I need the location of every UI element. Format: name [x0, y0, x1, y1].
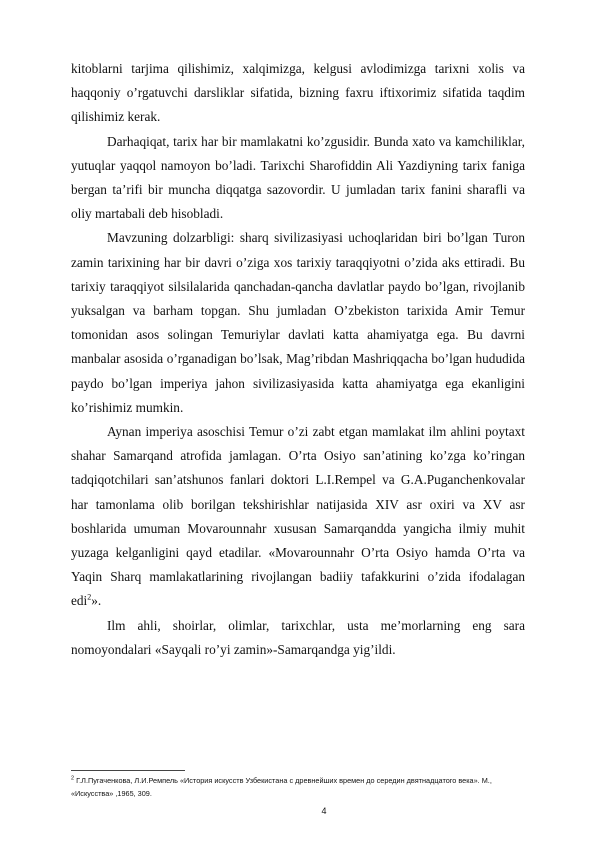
paragraph-4: [71, 420, 525, 614]
footnote-marker: 2: [71, 775, 75, 782]
paragraph-5-text: Ilm ahli, shoirlar, olimlar, tarixchlar, usta me’morlarning eng sara nomoyondalari «Sayqali ro’yi zamin»-Samarqandga yig’ildi.: [71, 617, 525, 657]
paragraph-1-text: kitoblarni tarjima qilishimiz, xalqimizga, kelgusi avlodimizga tarixni xolis va haqqoniy o’rgatuvchi darsliklar sifatida, bizning faxru iftixorimiz sifatida taqdim qilishimiz kerak.: [71, 61, 525, 125]
main-text: [71, 57, 525, 662]
footnote-reference[interactable]: 2: [87, 593, 92, 603]
footnote-text: Г.Л.Пугаченкова, Л.И.Ремпель «История искусств Узбекистана с древнейших времен до середин двятнадцатого века». М., «Искусства» ,1965, 309.: [71, 776, 492, 798]
paragraph-3-text: Mavzuning dolzarbligi: sharq sivilizasiyasi uchoqlaridan biri bo’lgan Turon zamin tarixining har bir davri o’ziga xos tarixiy taraqqiyotni o’zida aks ettiradi. Bu tarixiy taraqqiyot silsilalarida qanchadan-qancha davlatlar paydo bo’lgan, rivojlanib yuksalgan va barham topgan. Shu jumladan O’zbekiston tarixida Amir Temur tomonidan asos solingan Temuriylar davlati katta ahamiyatga ega. Bu davrni manbalar asosida o’rganadigan bo’lsak, Mag’ribdan Mashriqqacha bo’lgan hududida paydo bo’lgan imperiya jahon sivilizasiyasida katta ahamiyatga ega ekanligini ko’rishimiz mumkin.: [71, 230, 525, 415]
page-number: 4: [321, 806, 327, 816]
footnote-separator: [71, 770, 185, 771]
paragraph-4-text: Aynan imperiya asoschisi Temur o’zi zabt etgan mamlakat ilm ahlini poytaxt shahar Samarqand atrofida jamlagan. O’rta Osiyo san’atining ko’zga ko’ringan tadqiqotchilari san’atshunos fanlari doktori L.I.Rempel va G.A.Puganchenkovalar har tamonlama olib borilgan tekshirishlar natijasida XIV asr oxiri va XV asr boshlarida umuman Movarounnahr xususan Samarqandda yangicha ilmiy muhit yuzaga kelganligini qayd etadilar. «Movarounnahr O’rta Osiyo hamda O’rta va Yaqin Sharq mamlakatlarining rivojlangan badiiy tafakkurini o’zida ifodalagan edi: [71, 424, 525, 609]
paragraph-2-text: Darhaqiqat, tarix har bir mamlakatni ko’zgusidir. Bunda xato va kamchiliklar, yutuqlar yaqqol namoyon bo’ladi. Tarixchi Sharofiddin Ali Yazdiyning tarix faniga bergan ta’rifi bir muncha diqqatga sazovordir. U jumladan tarix fanini sharafli va oliy martabali deb hisobladi.: [71, 133, 525, 222]
footnote: [71, 775, 525, 800]
paragraph-1: [71, 57, 525, 130]
paragraph-2: [71, 130, 525, 227]
paragraph-3: [71, 226, 525, 420]
paragraph-5: [71, 614, 525, 662]
paragraph-4-tail: ».: [91, 593, 102, 609]
